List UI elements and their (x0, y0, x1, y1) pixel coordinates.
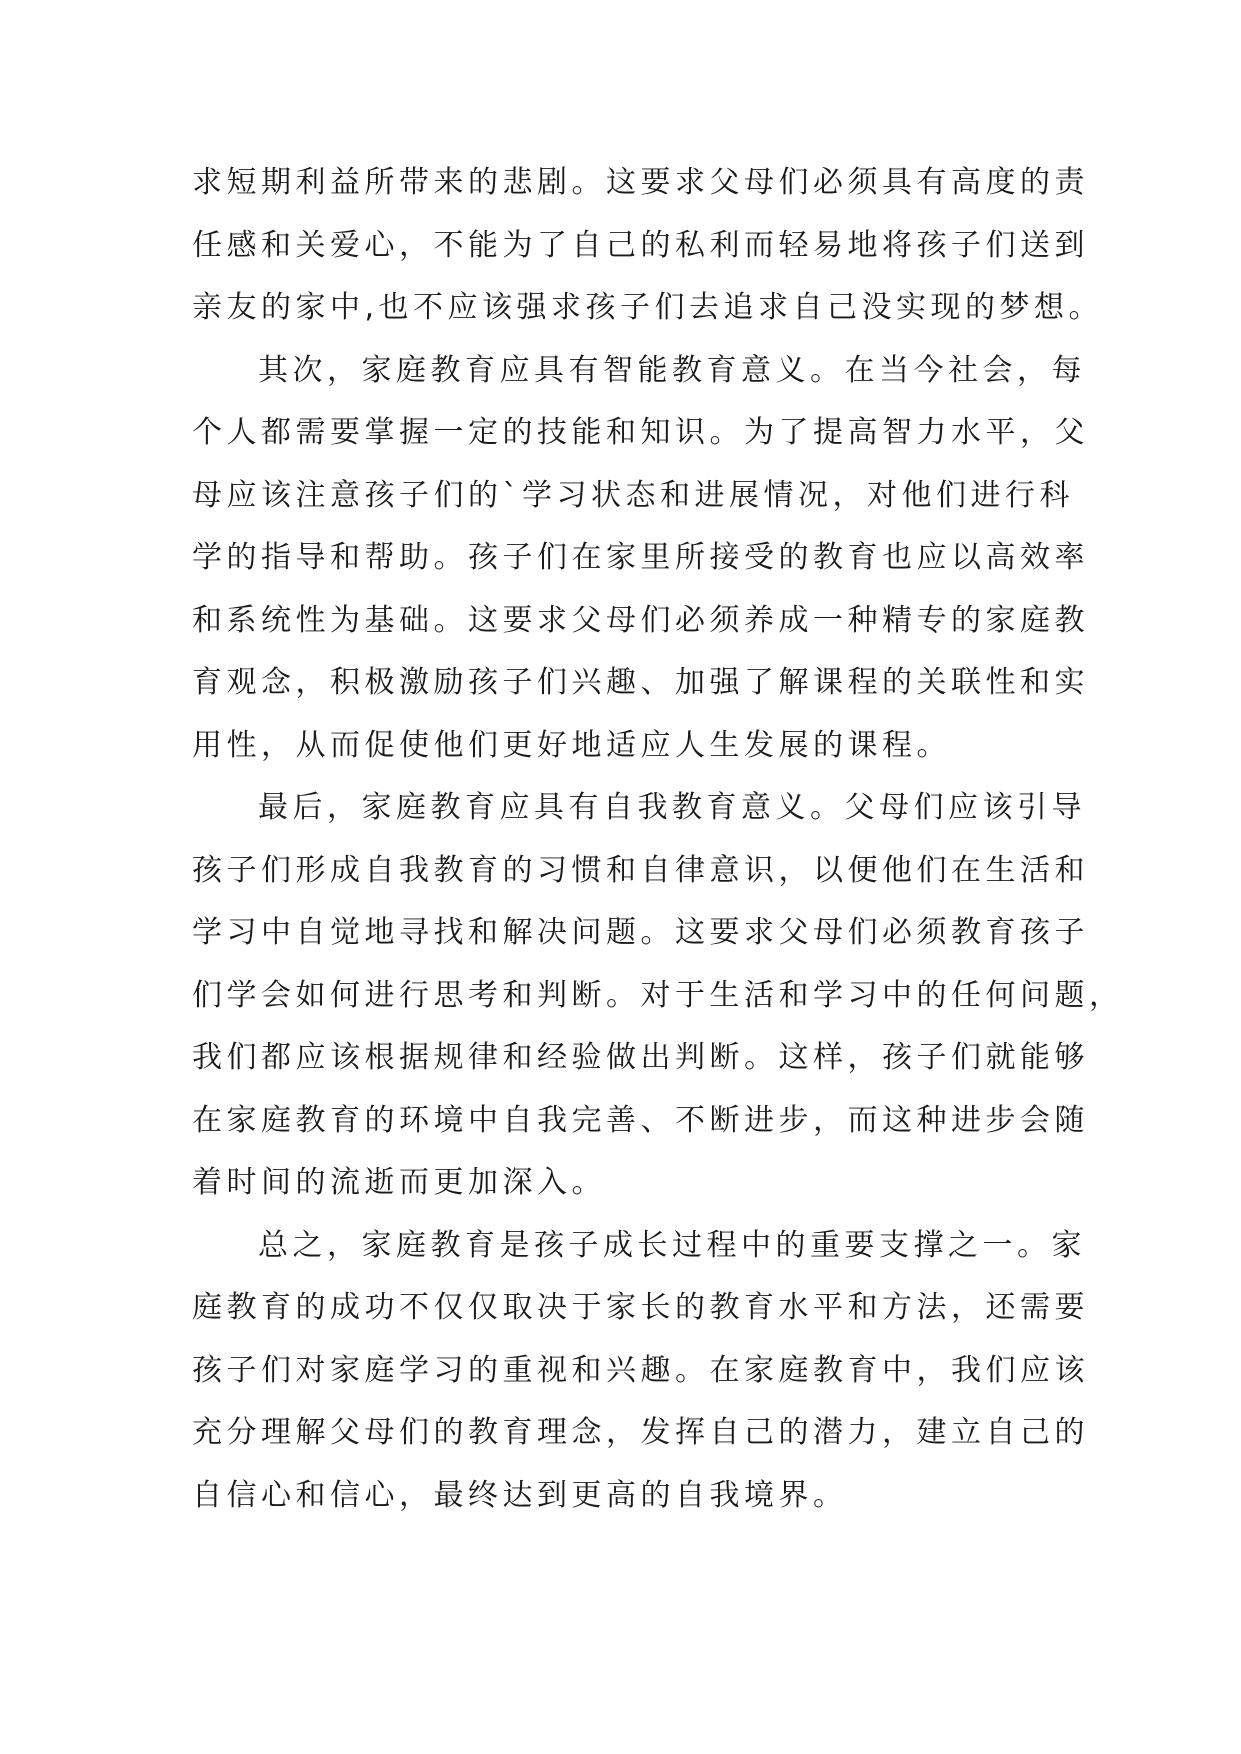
text-line: 亲友的家中,也不应该强求孩子们去追求自己没实现的梦想。 (192, 290, 1104, 325)
body-text (192, 152, 1124, 1527)
text-line: 个人都需要掌握一定的技能和知识。为了提高智力水平，父 (192, 415, 1089, 450)
text-line: 育观念，积极激励孩子们兴趣、加强了解课程的关联性和实 (192, 665, 1089, 700)
text-line: 孩子们形成自我教育的习惯和自律意识，以便他们在生活和 (192, 852, 1089, 888)
text-line: 求短期利益所带来的悲剧。这要求父母们必须具有高度的责 (192, 165, 1089, 200)
text-line: 任感和关爱心，不能为了自己的私利而轻易地将孩子们送到 (192, 227, 1089, 263)
text-line: 充分理解父母们的教育理念，发挥自己的潜力，建立自己的 (192, 1415, 1089, 1450)
text-line: 在家庭教育的环境中自我完善、不断进步，而这种进步会随 (192, 1102, 1089, 1138)
text-line: 我们都应该根据规律和经验做出判断。这样，孩子们就能够 (192, 1040, 1089, 1075)
text-line: 和系统性为基础。这要求父母们必须养成一种精专的家庭教 (192, 602, 1089, 638)
paragraph-first-line: 总之，家庭教育是孩子成长过程中的重要支撑之一。家 (258, 1227, 1086, 1263)
text-line: 着时间的流逝而更加深入。 (192, 1165, 606, 1200)
text-line: 庭教育的成功不仅仅取决于家长的教育水平和方法，还需要 (192, 1290, 1089, 1325)
text-line: 孩子们对家庭学习的重视和兴趣。在家庭教育中，我们应该 (192, 1352, 1089, 1388)
paragraph-first-line: 其次，家庭教育应具有智能教育意义。在当今社会，每 (258, 352, 1086, 388)
text-line: 学习中自觉地寻找和解决问题。这要求父母们必须教育孩子 (192, 915, 1089, 950)
paragraph-first-line: 最后，家庭教育应具有自我教育意义。父母们应该引导 (258, 790, 1086, 825)
text-line: 用性，从而促使他们更好地适应人生发展的课程。 (192, 727, 951, 763)
text-line: 学的指导和帮助。孩子们在家里所接受的教育也应以高效率 (192, 540, 1089, 575)
text-line: 自信心和信心，最终达到更高的自我境界。 (192, 1477, 848, 1513)
text-line: 母应该注意孩子们的`学习状态和进展情况，对他们进行科 (192, 477, 1074, 513)
text-line: 们学会如何进行思考和判断。对于生活和学习中的任何问题， (192, 977, 1124, 1013)
